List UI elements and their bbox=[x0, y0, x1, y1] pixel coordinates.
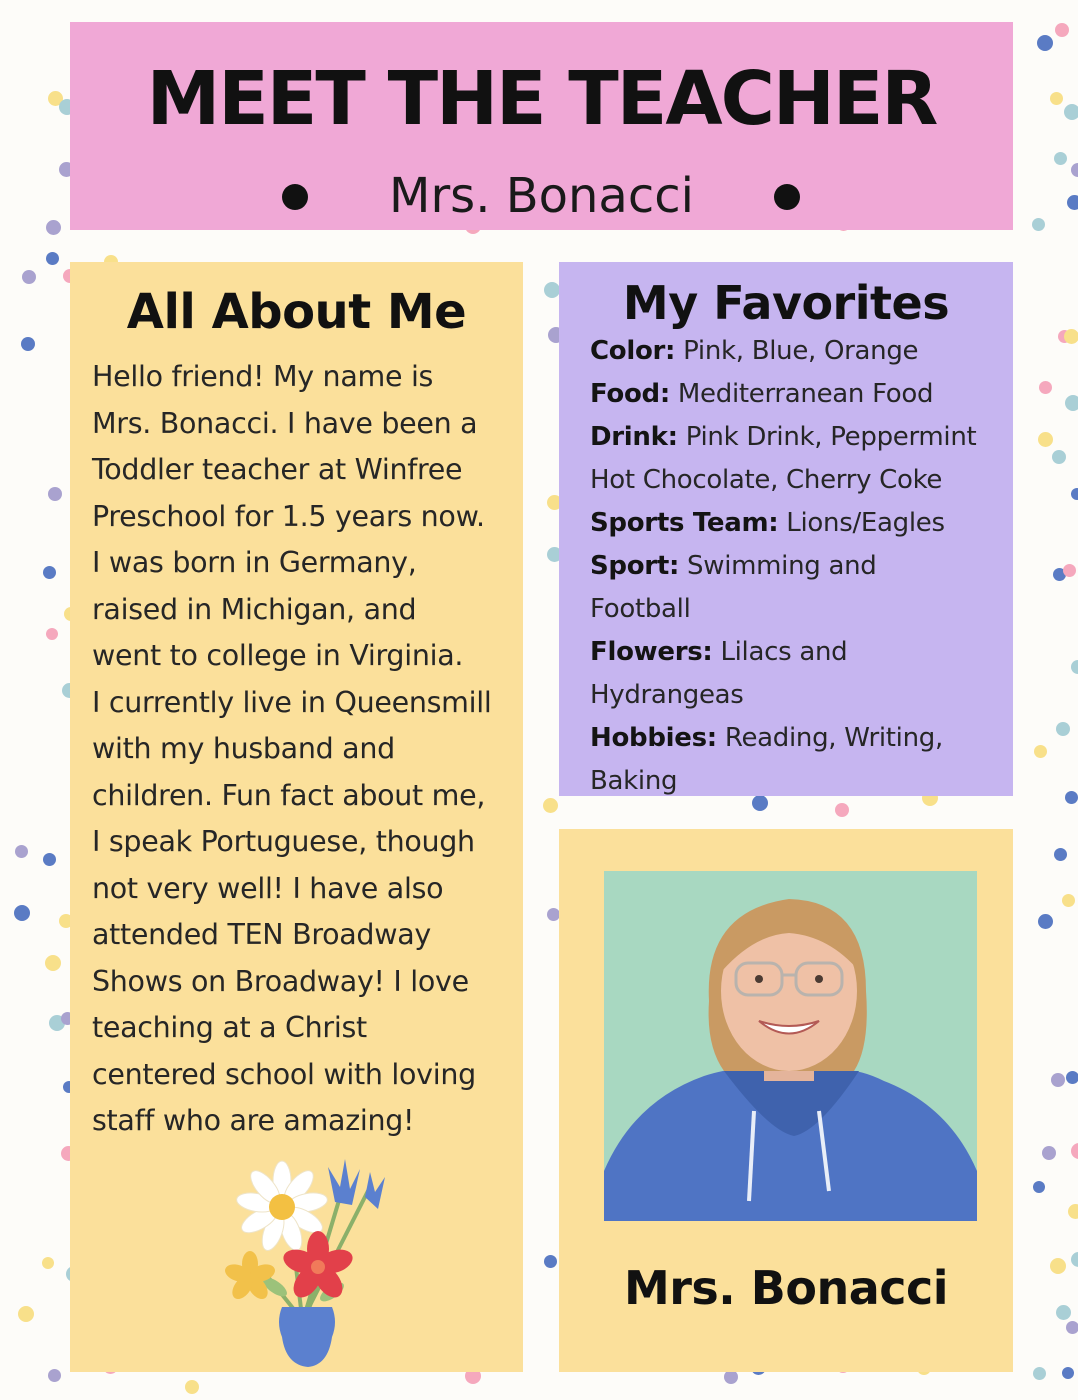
favorites-list bbox=[590, 330, 1000, 803]
polka-dot bbox=[544, 282, 560, 298]
polka-dot bbox=[1071, 163, 1078, 177]
polka-dot bbox=[544, 1255, 557, 1268]
about-line: went to college in Virginia. bbox=[92, 639, 464, 672]
polka-dot bbox=[1062, 894, 1075, 907]
favorite-hobbies-cont: Baking bbox=[590, 766, 678, 796]
polka-dot bbox=[1055, 23, 1069, 37]
polka-dot bbox=[1033, 1367, 1046, 1380]
about-line: I speak Portuguese, though bbox=[92, 825, 475, 858]
photo-caption: Mrs. Bonacci bbox=[623, 1261, 949, 1315]
polka-dot bbox=[1065, 791, 1078, 804]
polka-dot bbox=[1071, 1252, 1078, 1267]
teacher-portrait-icon bbox=[604, 871, 977, 1221]
polka-dot bbox=[43, 566, 56, 579]
teacher-name-subtitle: Mrs. Bonacci bbox=[389, 168, 694, 224]
about-line: children. Fun fact about me, bbox=[92, 778, 486, 812]
polka-dot bbox=[1063, 564, 1076, 577]
favorite-drink-cont: Hot Chocolate, Cherry Coke bbox=[590, 465, 943, 495]
polka-dot bbox=[543, 798, 558, 813]
polka-dot bbox=[185, 1380, 199, 1394]
about-line: not very well! I have also bbox=[92, 871, 444, 905]
polka-dot bbox=[46, 628, 58, 640]
polka-dot bbox=[1068, 1204, 1078, 1219]
about-line: staff who are amazing! bbox=[92, 1104, 415, 1137]
about-line: I was born in Germany, bbox=[92, 546, 417, 579]
polka-dot bbox=[21, 337, 35, 351]
polka-dot bbox=[48, 487, 62, 501]
polka-dot bbox=[1050, 92, 1063, 105]
polka-dot bbox=[1066, 1321, 1078, 1334]
favorite-team: Sports Team: Lions/Eagles bbox=[590, 508, 945, 538]
polka-dot bbox=[724, 1370, 738, 1384]
polka-dot bbox=[1071, 488, 1078, 500]
polka-dot bbox=[45, 955, 61, 971]
favorite-sport: Sport: Swimming and bbox=[590, 551, 877, 581]
about-line: Hello friend! My name is bbox=[92, 360, 434, 393]
polka-dot bbox=[1032, 218, 1045, 231]
polka-dot bbox=[1038, 432, 1053, 447]
favorite-sport-cont: Football bbox=[590, 594, 691, 624]
polka-dot bbox=[835, 803, 849, 817]
about-line: teaching at a Christ bbox=[92, 1011, 367, 1044]
polka-dot bbox=[15, 845, 28, 858]
polka-dot bbox=[1033, 1181, 1045, 1193]
polka-dot bbox=[22, 270, 36, 284]
flower-vase-icon bbox=[220, 1147, 390, 1367]
polka-dot bbox=[1051, 1073, 1065, 1087]
teacher-photo bbox=[604, 871, 977, 1221]
favorite-drink: Drink: Pink Drink, Peppermint bbox=[590, 422, 977, 452]
polka-dot bbox=[1056, 1305, 1071, 1320]
about-line: I currently live in Queensmill bbox=[92, 685, 492, 719]
polka-dot bbox=[1054, 848, 1067, 861]
polka-dot bbox=[1064, 329, 1078, 344]
polka-dot bbox=[1038, 914, 1053, 929]
polka-dot bbox=[1071, 660, 1078, 674]
about-line: Preschool for 1.5 years now. bbox=[92, 499, 485, 533]
favorite-food: Food: Mediterranean Food bbox=[590, 379, 934, 409]
polka-dot bbox=[1064, 104, 1078, 120]
polka-dot bbox=[1067, 195, 1078, 210]
favorite-color: Color: Pink, Blue, Orange bbox=[590, 336, 919, 366]
bullet-icon bbox=[774, 184, 800, 210]
about-line: Shows on Broadway! I love bbox=[92, 964, 469, 998]
polka-dot bbox=[46, 220, 61, 235]
polka-dot bbox=[1056, 722, 1070, 736]
favorite-flowers: Flowers: Lilacs and bbox=[590, 637, 848, 667]
polka-dot bbox=[46, 252, 59, 265]
polka-dot bbox=[43, 853, 56, 866]
favorite-hobbies: Hobbies: Reading, Writing, bbox=[590, 723, 943, 753]
polka-dot bbox=[14, 905, 30, 921]
about-line: attended TEN Broadway bbox=[92, 918, 431, 951]
favorite-flowers-cont: Hydrangeas bbox=[590, 680, 744, 710]
favorites-panel bbox=[559, 262, 1013, 796]
about-line: Toddler teacher at Winfree bbox=[92, 453, 463, 486]
polka-dot bbox=[1050, 1258, 1066, 1274]
polka-dot bbox=[1052, 450, 1066, 464]
favorites-heading: My Favorites bbox=[622, 276, 950, 330]
photo-card bbox=[559, 829, 1013, 1372]
subtitle-row bbox=[70, 168, 1013, 228]
polka-dot bbox=[1039, 381, 1052, 394]
polka-dot bbox=[1042, 1146, 1056, 1160]
about-line: Mrs. Bonacci. I have been a bbox=[92, 406, 478, 440]
polka-dot bbox=[1066, 1071, 1078, 1084]
polka-dot bbox=[1065, 395, 1078, 411]
about-me-heading: All About Me bbox=[126, 284, 467, 340]
header-banner bbox=[70, 22, 1013, 230]
polka-dot bbox=[1062, 1367, 1074, 1379]
about-line: raised in Michigan, and bbox=[92, 592, 417, 626]
about-me-panel bbox=[70, 262, 523, 1372]
polka-dot bbox=[18, 1306, 34, 1322]
polka-dot bbox=[1054, 152, 1067, 165]
about-line: centered school with loving bbox=[92, 1057, 476, 1091]
polka-dot bbox=[1071, 1143, 1078, 1159]
about-me-text bbox=[92, 354, 512, 1145]
polka-dot bbox=[48, 1369, 61, 1382]
page-title: MEET THE TEACHER bbox=[146, 56, 937, 142]
polka-dot bbox=[42, 1257, 54, 1269]
polka-dot bbox=[1034, 745, 1047, 758]
polka-dot bbox=[1037, 35, 1053, 51]
about-line: with my husband and bbox=[92, 732, 395, 765]
